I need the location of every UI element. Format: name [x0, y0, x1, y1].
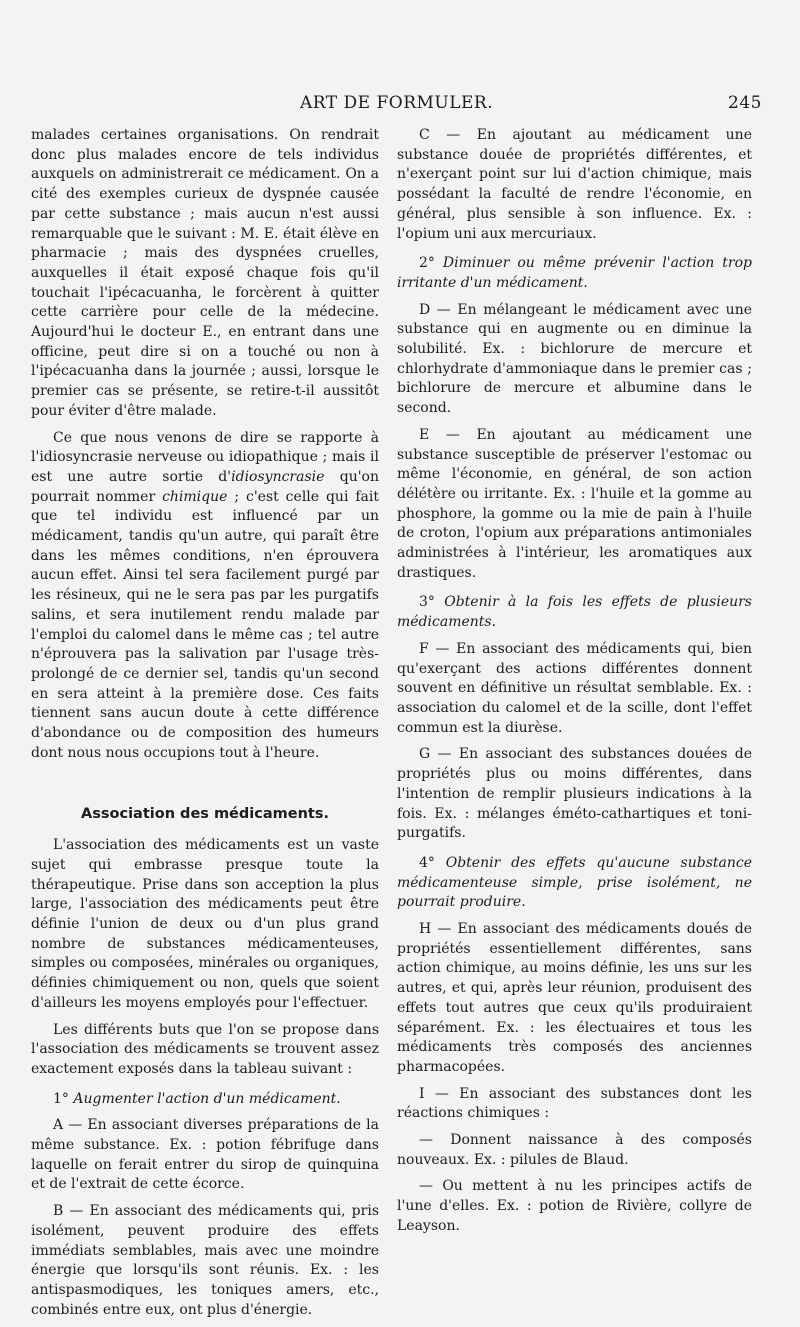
paragraph: I — En associant des substances dont les réactions chimiques : — [397, 1085, 752, 1122]
paragraph: C — En ajoutant au médicament une substance douée de propriétés différentes, et n'exerçant point sur lui d'action chimique, mais possédant la faculté de rendre l'économie, en général, plus sensible à son influence. Ex. : l'opium uni aux mercuriaux. — [397, 127, 752, 242]
paragraph: D — En mélangeant le médicament avec une substance qui en augmente ou en diminue la solubilité. Ex. : bichlorure de mercure et chlorhydrate d'ammoniaque dans le premier cas ; bichlorure de mercure et albumine dans le second. — [397, 301, 752, 417]
paragraph: E — En ajoutant au médicament une substance susceptible de préserver l'estomac ou même l'économie, en général, de son action délétère ou irritante. Ex. : l'huile et la gomme au phosphore, la gomme ou la mie de pain à l'huile de croton, l'opium aux préparations antimoniales administrées à l'intérieur, les aromatiques aux drastiques. — [397, 426, 752, 581]
paragraph: — Donnent naissance à des composés nouveaux. Ex. : pilules de Blaud. — [397, 1132, 752, 1168]
subheading: 3° Obtenir à la fois les effets de plusieurs médicaments. — [397, 594, 752, 631]
paragraph: — Ou mettent à nu les principes actifs de l'une d'elles. Ex. : potion de Rivière, collyre de Leayson. — [397, 1178, 752, 1234]
emphasis: chimique — [162, 488, 228, 505]
running-title: ART DE FORMULER. — [300, 93, 494, 113]
subheading: 4° Obtenir des effets qu'aucune substance médicamenteuse simple, prise isolément, ne pourrait produire. — [397, 854, 753, 911]
paragraph: F — En associant des médicaments qui, bien qu'exerçant des actions différentes donnent souvent en définitive un résultat semblable. Ex. : association du calomel et de la scille, dont l'effet commun est la diurèse. — [397, 640, 752, 736]
paragraph: G — En associant des substances douées de propriétés plus ou moins différentes, dans l'intention de remplir plusieurs indications à la fois. Ex. : mélanges éméto-cathartiques et toni-purgatifs. — [397, 746, 752, 842]
page-header — [0, 93, 800, 117]
paragraph: A — En associant diverses préparations de la même substance. Ex. : potion fébrifuge dans laquelle on ferait entrer du sirop de quinquina et de l'extrait de cette écorce. — [31, 1117, 379, 1193]
paragraph: L'association des médicaments est un vaste sujet qui embrasse presque toute la thérapeutique. Prise dans son acception la plus large, l'association des médicaments peut être définie l'union de deux ou d'un plus grand nombre de substances médicamenteuses, simples ou composées, minérales ou organiques, définies chimiquement ou non, quels que soient d'ailleurs les moyens employés pour l'effectuer. — [31, 837, 379, 1011]
left-column — [31, 126, 379, 1327]
paragraph: malades certaines organisations. On rendrait donc plus malades encore de tels individus auxquels on administrerait ce médicament. On a cité des exemples curieux de dyspnée causée par cette substance ; mais aucun n'est aussi remarquable que le suivant : M. E. était élève en pharmacie ; mais des dyspnées cruelles, auxquelles il était exposé chaque fois qu'il touchait l'ipécacuanha, le forcèrent à quitter cette carrière pour celle de la médecine. Aujourd'hui le docteur E., en entrant dans une officine, peut dire si on a touché ou non à l'ipécacuanha dans la journée ; aussi, lorsque le premier cas se présente, se retire-t-il aussitôt pour éviter d'être malade. — [31, 127, 379, 419]
page-number: 245 — [728, 93, 762, 113]
paragraph: Les différents buts que l'on se propose dans l'association des médicaments se trouvent assez exactement exposés dans la tableau suivant : — [31, 1021, 379, 1077]
paragraph: H — En associant des médicaments doués de propriétés essentiellement différentes, sans action chimique, au moins définie, les uns sur les autres, et qui, après leur réunion, produisent des effets tout autres que ceux qu'ils produiraient séparément. Ex. : les électuaires et tous les médicaments très composés des anciennes pharmacopées. — [397, 921, 752, 1075]
section-heading: Association des médicaments. — [81, 805, 329, 822]
right-column — [397, 126, 752, 1244]
paragraph: B — En associant des médicaments qui, pris isolément, peuvent produire des effets immédiats semblables, mais avec une moindre énergie que lorsqu'ils sont réunis. Ex. : les antispasmodiques, les toniques amers, etc., combinés entre eux, ont plus d'énergie. — [31, 1203, 379, 1318]
subheading: 1° Augmenter l'action d'un médicament. — [53, 1090, 341, 1107]
emphasis: idiosyncrasie — [231, 468, 325, 485]
subheading: 2° Diminuer ou même prévenir l'action trop irritante d'un médicament. — [397, 255, 753, 291]
paragraph: Ce que nous venons de dire se rapporte à l'idiosyncrasie nerveuse ou idiopathique ; mais il est une autre sortie d'idiosyncrasie qu'on pourrait nommer chimique ; c'est celle qui fait que tel individu est influencé par un médicament, tandis qu'un autre, qui paraît être dans les mêmes conditions, n'en éprouvera aucun effet. Ainsi tel sera facilement purgé par les résineux, qui ne le sera pas par les purgatifs salins, et sera inutilement rendu malade par l'emploi du calomel dans le même cas ; tel autre n'éprouvera pas la salivation par l'usage très-prolongé de ce dernier sel, tandis qu'un second en sera atteint à la première dose. Ces faits tiennent sans aucun doute à cette différence d'abondance ou de composition des humeurs dont nous nous occupions tout à l'heure. — [31, 429, 380, 761]
